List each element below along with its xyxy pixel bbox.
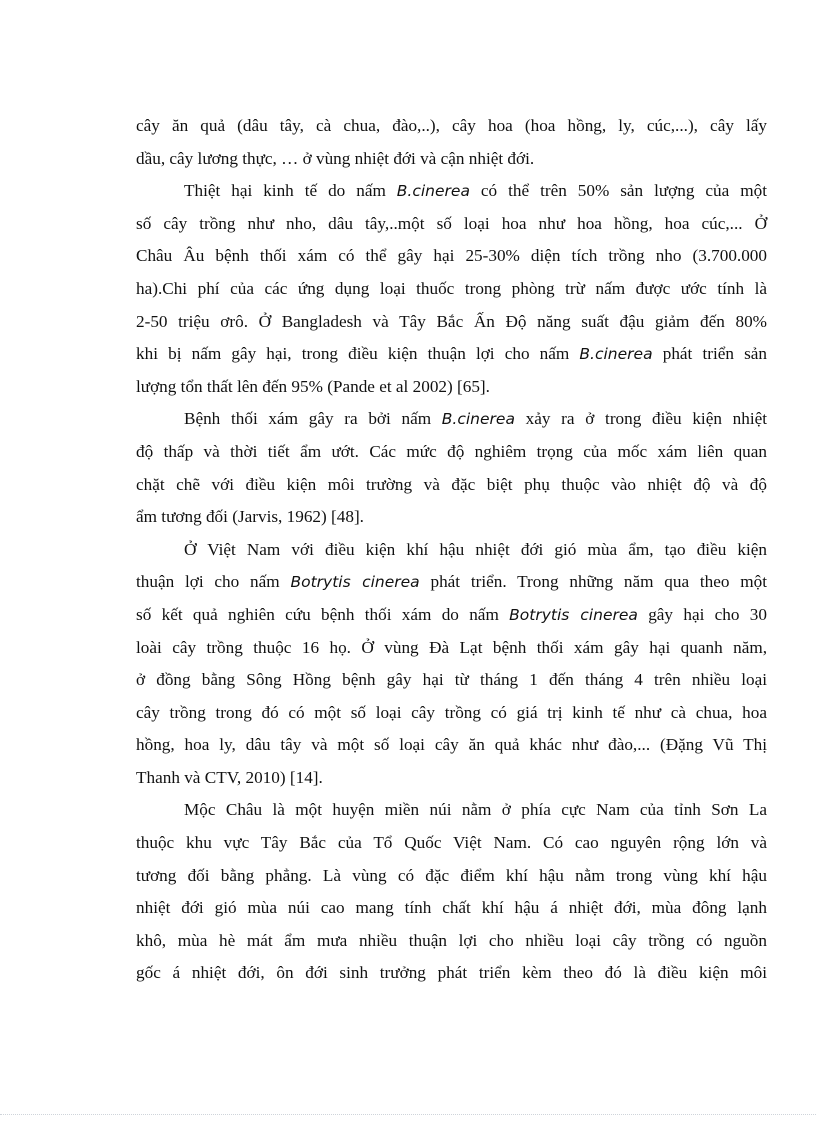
paragraph-moc-chau [136,794,767,990]
text-line: Ở Việt Nam với điều kiện khí hậu nhiệt đới gió mùa ẩm, tạo điều kiện [184,539,767,559]
text-line: chặt chẽ với điều kiện môi trường và đặc biệt phụ thuộc vào nhiệt độ và độ [136,474,767,494]
species-name: B.cinerea [396,182,470,201]
text-line: loài cây trồng thuộc 16 họ. Ở vùng Đà Lạt bệnh thối xám gây hại quanh năm, [136,637,767,657]
text-line: cây trồng trong đó có một số loại cây trồng có giá trị kinh tế như cà chua, hoa [136,702,767,722]
text-line: thuộc khu vực Tây Bắc của Tổ Quốc Việt Nam. Có cao nguyên rộng lớn và [136,833,767,853]
text-line: nhiệt đới gió mùa núi cao mang tính chất khí hậu á nhiệt đới, mùa đông lạnh [136,898,767,918]
species-name: Botrytis cinerea [509,605,638,624]
species-name: B.cinerea [441,410,515,429]
paragraph-gray-mold-conditions [136,403,767,533]
text-line: 2-50 triệu ơrô. Ở Bangladesh và Tây Bắc Ấn Độ năng suất đậu giảm đến 80% [136,311,767,331]
text-line: dầu, cây lương thực, … ở vùng nhiệt đới và cận nhiệt đới. [136,148,535,168]
text-line: hồng, hoa ly, dâu tây và một số loại cây ăn quả khác như đào,... (Đặng Vũ Thị [136,735,767,755]
text-line: Mộc Châu là một huyện miền núi nằm ở phía cực Nam của tỉnh Sơn La [184,800,767,820]
paragraph-economic-damage [136,175,767,403]
text-line: thuận lợi cho nấm Botrytis cinerea phát triển. Trong những năm qua theo một [136,572,768,592]
text-line: khô, mùa hè mát ẩm mưa nhiều thuận lợi cho nhiều loại cây trồng có nguồn [136,930,767,950]
paragraph-continued [136,110,767,175]
text-line: ha).Chi phí của các ứng dụng loại thuốc trong phòng trừ nấm được ước tính là [136,278,767,298]
text-line: số kết quả nghiên cứu bệnh thối xám do nấm Botrytis cinerea gây hại cho 30 [136,604,767,624]
text-line: Châu Âu bệnh thối xám có thể gây hại 25-30% diện tích trồng nho (3.700.000 [136,246,767,266]
paragraph-vietnam [136,534,767,795]
text-line: ở đồng bằng Sông Hồng bệnh gây hại từ tháng 1 đến tháng 4 trên nhiều loại [136,670,767,690]
text-line: tương đối bằng phẳng. Là vùng có đặc điểm khí hậu nằm trong vùng khí hậu [136,865,767,885]
page-bottom-divider [0,1114,816,1115]
text-line: ẩm tương đối (Jarvis, 1962) [48]. [136,507,364,527]
text-line: Bệnh thối xám gây ra bởi nấm B.cinerea xảy ra ở trong điều kiện nhiệt [184,409,768,429]
text-line: gốc á nhiệt đới, ôn đới sinh trưởng phát triển kèm theo đó là điều kiện môi [136,963,767,983]
text-line: cây ăn quả (dâu tây, cà chua, đào,..), cây hoa (hoa hồng, ly, cúc,...), cây lấy [136,116,767,135]
species-name: Botrytis cinerea [290,573,420,592]
body-text [136,110,767,990]
text-line: Thiệt hại kinh tế do nấm B.cinerea có thể trên 50% sản lượng của một [184,181,767,201]
text-line: lượng tổn thất lên đến 95% (Pande et al 2002) [65]. [136,376,490,396]
species-name: B.cinerea [579,345,653,364]
text-line: khi bị nấm gây hại, trong điều kiện thuận lợi cho nấm B.cinerea phát triển sản [136,344,767,364]
text-line: số cây trồng như nho, dâu tây,..một số loại hoa như hoa hồng, hoa cúc,... Ở [136,213,767,233]
text-line: độ thấp và thời tiết ẩm ướt. Các mức độ nghiêm trọng của mốc xám liên quan [136,441,767,461]
text-line: Thanh và CTV, 2010) [14]. [136,767,323,787]
